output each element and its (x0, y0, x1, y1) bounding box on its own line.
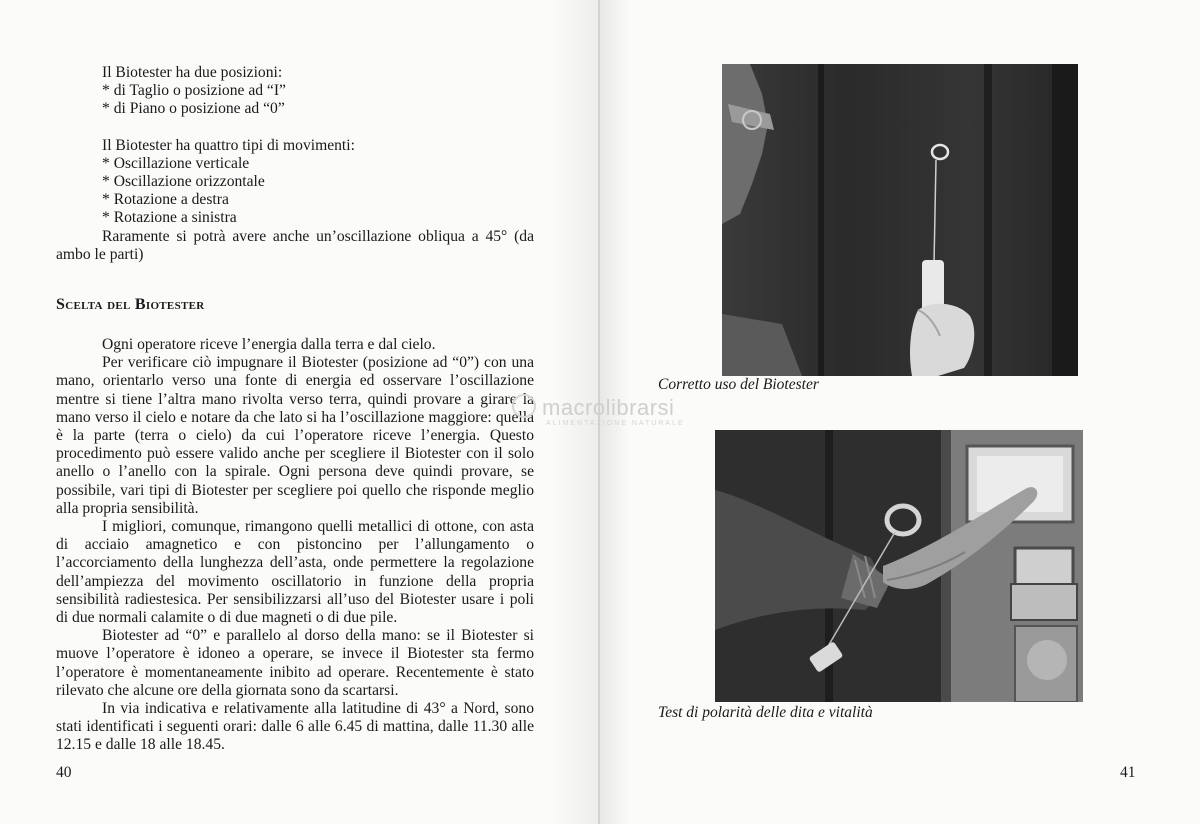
movements-line: * Rotazione a destra (102, 191, 229, 209)
movements-line: * Oscillazione verticale (102, 154, 250, 172)
body-paragraph: In via indicativa e relativamente alla latitudine di 43° a Nord, sono stati identificati i seguenti orari: dalle 6 alle 6.45 di mattina, dalle 11.30 alle 12.15 e dalle 18 alle 18.45. (56, 700, 534, 754)
page-number-left: 40 (56, 764, 72, 781)
body-paragraph: Biotester ad “0” e parallelo al dorso della mano: se il Biotester si muove l’operatore è idoneo a operare, se invece il Biotester sta fermo l’operatore è momentaneamente inibito ad operare. Recentemente è stato rilevato che alcune ore della giornata sono da scartarsi. (56, 627, 534, 699)
intro-block (56, 64, 534, 264)
photo-polarity-test (715, 430, 1083, 702)
movements-line: * Rotazione a sinistra (102, 209, 237, 227)
body-paragraph: I migliori, comunque, rimangono quelli metallici di ottone, con asta di acciaio amagnetico e con pistoncino per l’allungamento o l’accorciamento della lunghezza dell’asta, onde permettere la regolazione dell’ampiezza del movimento oscillatorio in funzione della propria sensibilità radiestesica. Per sensibilizzarsi all’uso del Biotester usare i poli di due normali calamite o di due magneti o di due pile. (56, 518, 534, 627)
watermark-text: macrolibrarsi (542, 395, 675, 420)
biotester-photo-illustration (722, 64, 1078, 376)
photo-biotester-use (722, 64, 1078, 376)
watermark (512, 394, 685, 427)
caption-top: Corretto uso del Biotester (658, 376, 819, 393)
watermark-subtext: ALIMENTAZIONE NATURALE (546, 420, 685, 427)
intro-line: * di Taglio o posizione ad “I” (102, 82, 286, 100)
caption-bottom: Test di polarità delle dita e vitalità (658, 704, 873, 721)
section-heading: Scelta del Biotester (56, 296, 205, 313)
movements-line: Il Biotester ha quattro tipi di movimenti: (102, 136, 355, 154)
body-text (56, 336, 534, 755)
body-paragraph: Ogni operatore riceve l’energia dalla terra e dal cielo. (102, 336, 436, 353)
watermark-logo-icon (512, 394, 536, 418)
right-page (600, 0, 1200, 824)
intro-line: Il Biotester ha due posizioni: (102, 64, 283, 81)
polarity-photo-illustration (715, 430, 1083, 702)
intro-line: * di Piano o posizione ad “0” (102, 100, 285, 118)
body-paragraph: Per verificare ciò impugnare il Biotester (posizione ad “0”) con una mano, orientarlo verso una fonte di energia ed osservare l’oscillazione mentre si tiene l’altra mano rivolta verso terra, quindi provare a girare la mano verso il cielo e notare da che lato si ha l’oscillazione maggiore: quella è la parte (terra o cielo) da cui l’operatore riceve l’energia. Questo procedimento può essere valido anche per scegliere il Biotester con il solo anello o l’anello con la spirale. Ogni persona deve quindi provare, se possibile, vari tipi di Biotester per scegliere poi quello che risponde meglio alla propria sensibilità. (56, 354, 534, 517)
movements-line: * Oscillazione orizzontale (102, 173, 265, 191)
page-number-right: 41 (1120, 764, 1136, 781)
oblique-paragraph: Raramente si potrà avere anche un’oscillazione obliqua a 45° (da ambo le parti) (56, 227, 534, 263)
